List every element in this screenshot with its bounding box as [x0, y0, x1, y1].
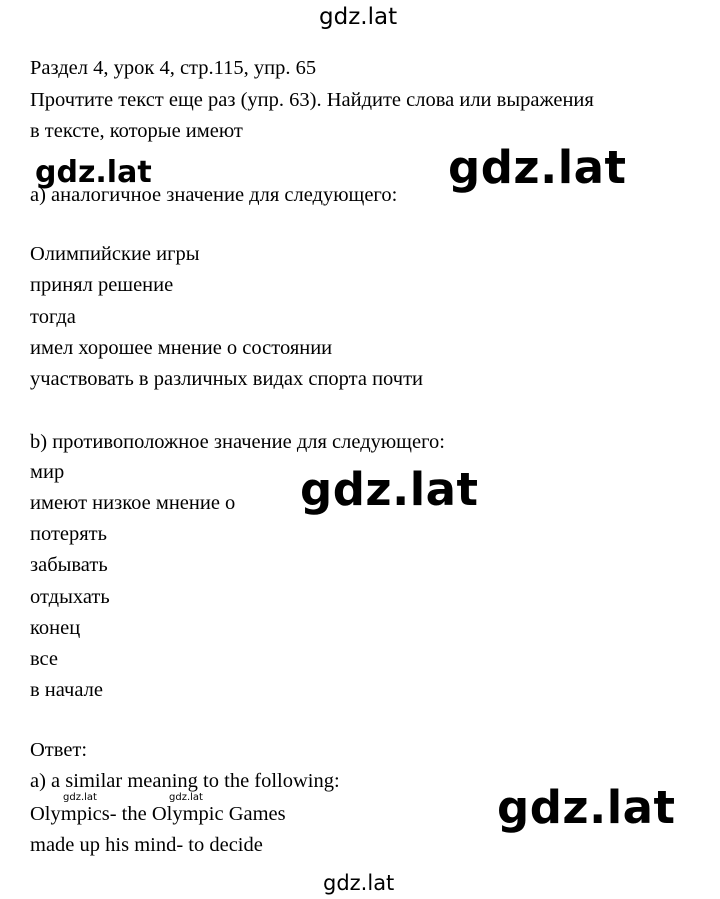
part-b-item: забывать [30, 554, 108, 576]
watermark-large-middle: gdz.lat [300, 463, 479, 516]
exercise-header: Раздел 4, урок 4, стр.115, упр. 65 [30, 57, 317, 79]
answer-a-heading: a) a similar meaning to the following: [30, 770, 340, 792]
part-a-item: принял решение [30, 274, 174, 296]
watermark-bottom: gdz.lat [323, 871, 395, 895]
part-b-item: в начале [30, 679, 103, 701]
watermark-large-upper: gdz.lat [448, 141, 627, 194]
answer-item: Olympics- the Olympic Games [30, 803, 286, 825]
part-b-item: конец [30, 617, 81, 639]
watermark-tiny-left: gdz.lat [63, 792, 97, 803]
part-b-item: потерять [30, 523, 107, 545]
answer-heading: Ответ: [30, 739, 88, 761]
watermark-tiny-right: gdz.lat [169, 792, 203, 803]
task-instruction-line-1: Прочтите текст еще раз (упр. 63). Найдите слова или выражения [30, 89, 594, 111]
part-b-item: все [30, 648, 59, 670]
part-a-item: тогда [30, 306, 76, 328]
part-a-item: Олимпийские игры [30, 243, 200, 265]
part-a-item: имел хорошее мнение о состоянии [30, 337, 333, 359]
part-a-item: участвовать в различных видах спорта почти [30, 368, 424, 390]
part-b-heading: b) противоположное значение для следующего: [30, 431, 445, 453]
watermark-small-left: gdz.lat [35, 155, 152, 190]
watermark-top: gdz.lat [319, 4, 398, 30]
part-a-heading: a) аналогичное значение для следующего: [30, 184, 398, 206]
task-instruction-line-2: в тексте, которые имеют [30, 120, 243, 142]
part-b-item: отдыхать [30, 586, 110, 608]
part-b-item: мир [30, 461, 65, 483]
watermark-large-lower: gdz.lat [497, 781, 676, 834]
part-b-item: имеют низкое мнение о [30, 492, 236, 514]
answer-item: made up his mind- to decide [30, 834, 263, 856]
